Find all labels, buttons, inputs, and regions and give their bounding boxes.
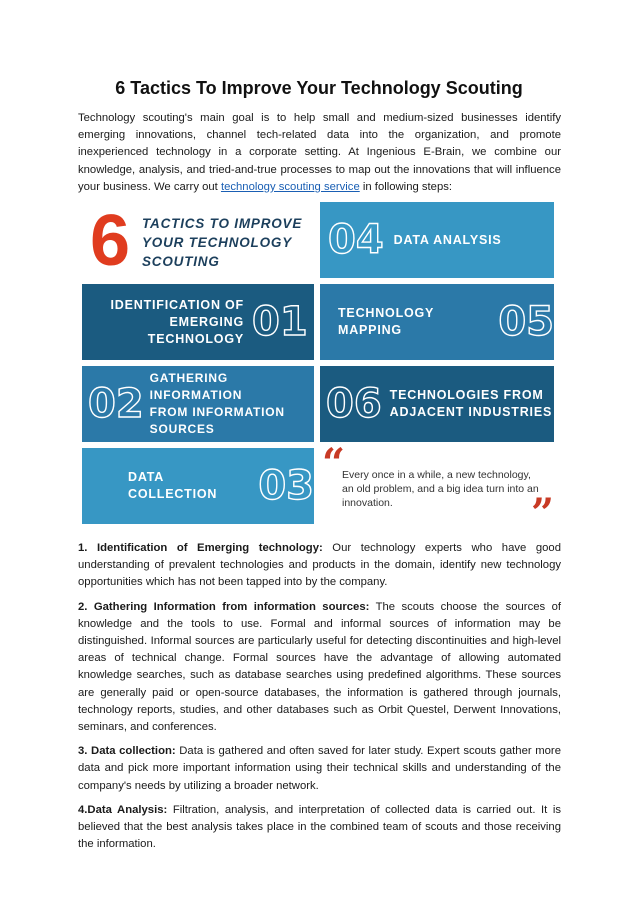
section-paragraph <box>78 802 561 854</box>
tile-02-gathering-information <box>82 366 314 442</box>
intro-text: Technology scouting's main goal is to help small and medium-sized businesses identify emerging innovations, channel tech-related data into the organization, and promote inexperienced technology in a corporate setting. At Ingenious E-Brain, we combine our knowledge, analysis, and tried-and-true processes to map out the innovations that will influence your business. We carry out <box>78 112 561 193</box>
section-paragraph <box>78 599 561 737</box>
tactics-description <box>78 540 561 860</box>
section-paragraph <box>78 540 561 592</box>
tile-number: 06 <box>326 381 382 427</box>
tile-label-line: FROM INFORMATION <box>149 405 285 419</box>
big-number-six: 6 <box>90 201 131 281</box>
tile-04-data-analysis <box>320 202 554 278</box>
tile-06-adjacent-industries <box>320 366 554 442</box>
section-heading: 3. Data collection: <box>78 745 176 758</box>
tile-label-line: ADJACENT INDUSTRIES <box>389 405 553 419</box>
intro-paragraph <box>78 110 561 196</box>
quote-box <box>320 440 556 537</box>
tactics-infographic <box>78 198 558 537</box>
tile-label <box>150 370 314 438</box>
tile-label <box>92 297 244 348</box>
tile-number: 05 <box>498 299 554 345</box>
tile-label-line: GATHERING INFORMATION <box>149 371 243 402</box>
section-text: Our technology experts who have good understanding of prevalent technologies and products in the domain, identify new technology opportunities which has not been tapped into by the company. <box>78 542 561 589</box>
tile-label-line: IDENTIFICATION OF <box>110 297 244 312</box>
tile-03-data-collection <box>82 448 314 524</box>
page-title: 6 Tactics To Improve Your Technology Scouting <box>115 78 523 98</box>
section-text: Data is gathered and often saved for later study. Expert scouts gather more data and pick more important information using their technical skills and understanding of the company's needs by utilizing a broader network. <box>78 745 561 792</box>
section-paragraph <box>78 743 561 795</box>
section-text: Filtration, analysis, and interpretation of collected data is carried out. It is believed that the best analysis takes place in the combined team of scouts and those receiving the information. <box>78 803 561 851</box>
tile-label <box>390 387 552 421</box>
tile-label-line: SOURCES <box>149 422 215 436</box>
intro-text-end: in following steps: <box>359 180 453 193</box>
technology-scouting-service-link[interactable]: technology scouting service <box>220 180 360 193</box>
infographic-heading-text <box>142 214 302 271</box>
section-heading: 4.Data Analysis: <box>78 803 168 816</box>
quote-text: Every once in a while, a new technology, an old problem, and a big idea turn into an innovation. <box>342 469 539 509</box>
heading-line: TACTICS TO IMPROVE <box>142 216 303 231</box>
tile-label: DATA ANALYSIS <box>393 232 502 247</box>
tile-01-identification <box>82 284 314 360</box>
tile-label: TECHNOLOGY MAPPING <box>338 306 434 337</box>
tile-label-line: EMERGING TECHNOLOGY <box>147 314 244 346</box>
section-heading: 2. Gathering Information from information sources: <box>78 600 370 613</box>
close-quote-icon: ” <box>530 490 554 537</box>
open-quote-icon: “ <box>322 440 346 487</box>
tile-label: DATA COLLECTION <box>128 470 218 501</box>
heading-line: YOUR TECHNOLOGY <box>142 235 293 250</box>
tile-number: 01 <box>252 299 308 345</box>
heading-line: SCOUTING <box>142 254 220 269</box>
tile-number: 02 <box>88 381 144 427</box>
tile-number: 03 <box>258 463 314 509</box>
tile-05-technology-mapping <box>320 284 554 360</box>
section-heading: 1. Identification of Emerging technology: <box>78 542 323 554</box>
tile-label-line: TECHNOLOGIES FROM <box>389 388 544 402</box>
section-text: The scouts choose the sources of knowledge and the tools to use. Formal and informal sources of information may be distinguished. Informal sources are particularly useful for detecting discontinuities and high-level areas of technical change. Formal sources have the advantage of allowing automated knowledge searches, such as database searches using predefined algorithms. These sources are generally paid or open-source databases, the information is gathered through journals, technology reports, studies, and other databases such as Orbit Questel, Derwent Innovations, seminars, and conferences. <box>78 600 561 734</box>
tile-number: 04 <box>328 217 384 263</box>
infographic-heading <box>82 202 314 280</box>
